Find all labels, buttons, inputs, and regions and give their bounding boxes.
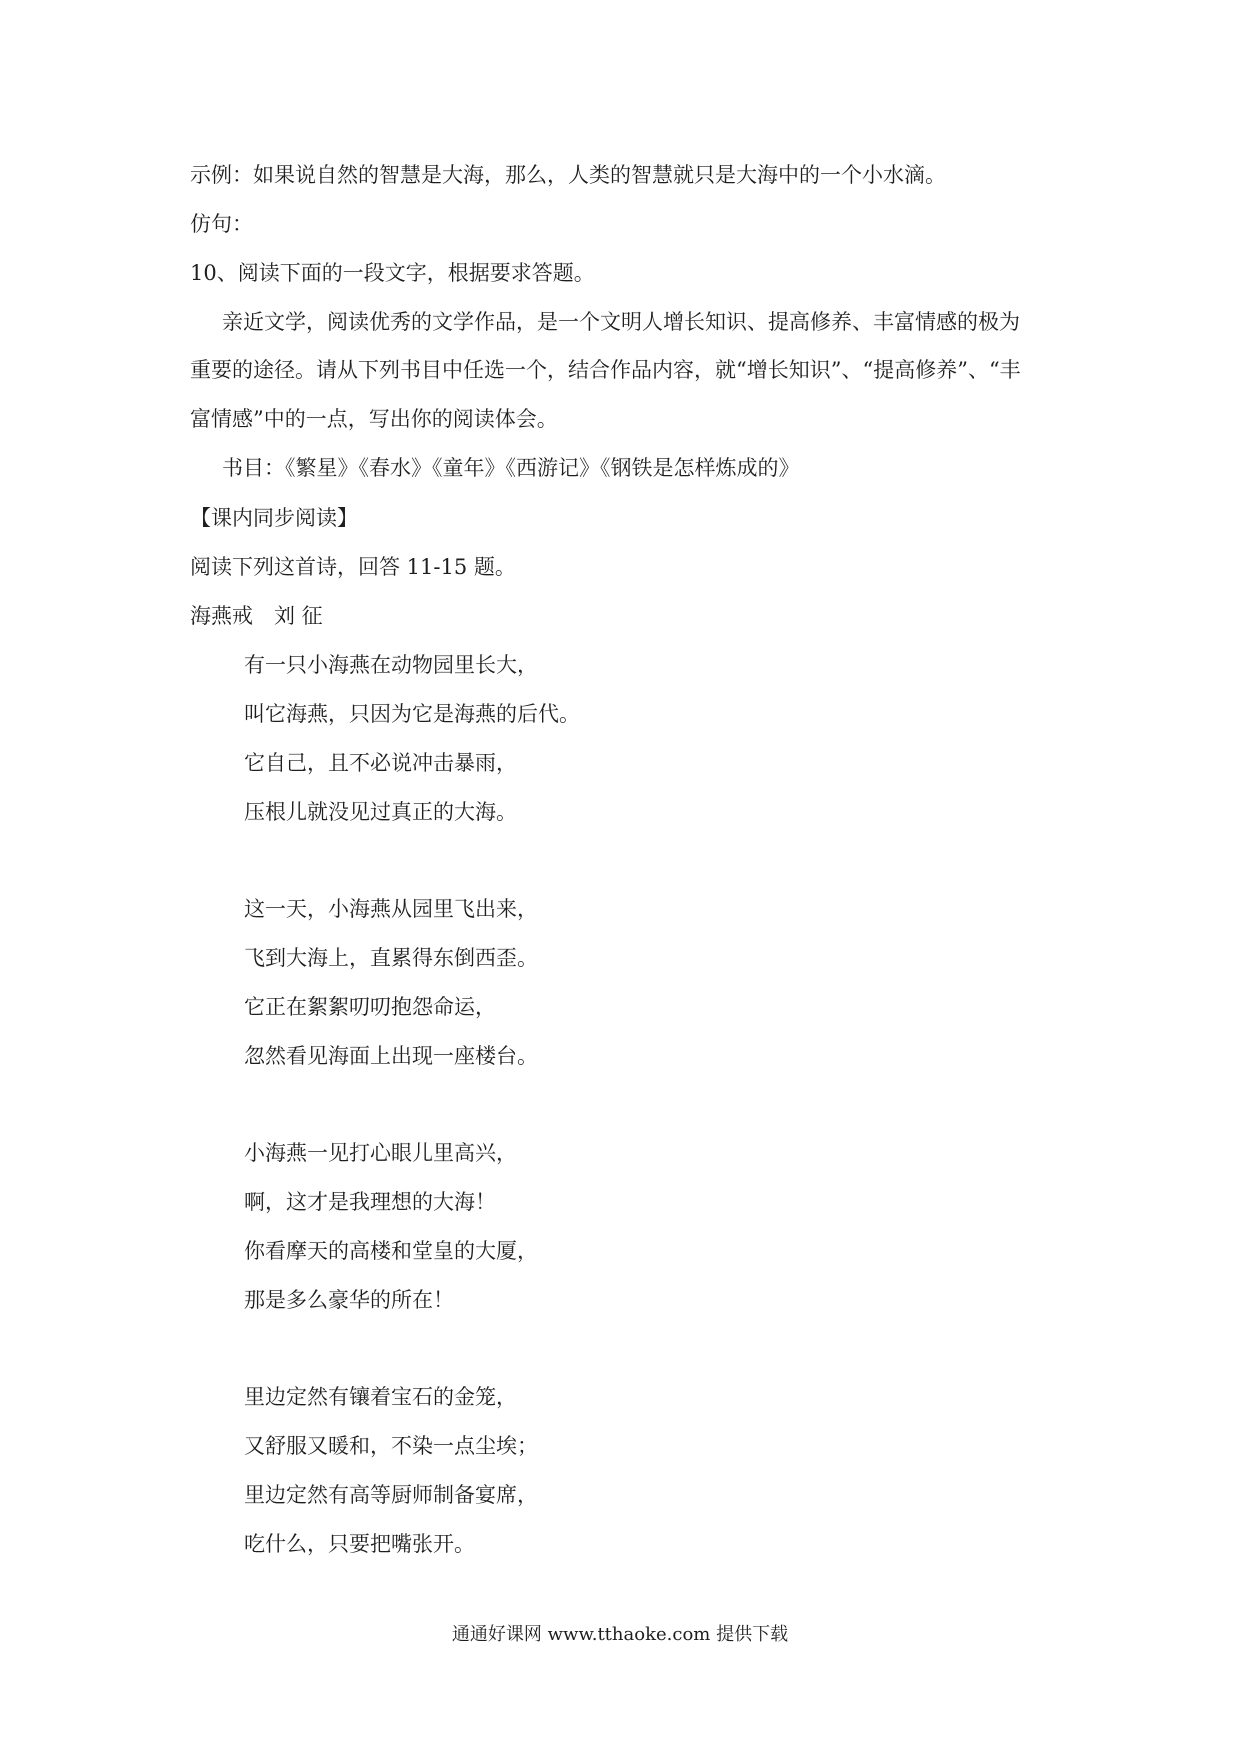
poem-line: 飞到大海上，直累得东倒西歪。 [244, 946, 538, 970]
poem-line: 这一天，小海燕从园里飞出来， [244, 897, 538, 921]
poem-line: 又舒服又暖和，不染一点尘埃； [244, 1434, 538, 1458]
poem-line: 叫它海燕，只因为它是海燕的后代。 [244, 702, 580, 726]
poem-title: 海燕戒 刘 征 [190, 604, 323, 628]
poem-line: 压根儿就没见过真正的大海。 [244, 800, 517, 824]
booklist: 书目：《繁星》《春水》《童年》《西游记》《钢铁是怎样炼成的》 [222, 456, 800, 480]
poem-line: 忽然看见海面上出现一座楼台。 [244, 1044, 538, 1068]
question-10-paragraph-line: 重要的途径。请从下列书目中任选一个，结合作品内容，就“增长知识”、“提高修养”、“丰 [190, 358, 1021, 382]
poem-line: 有一只小海燕在动物园里长大， [244, 653, 538, 677]
poem-line: 小海燕一见打心眼儿里高兴， [244, 1141, 517, 1165]
question-10-prompt: 10、阅读下面的一段文字，根据要求答题。 [190, 261, 595, 285]
reading-instruction: 阅读下列这首诗，回答 11-15 题。 [190, 555, 516, 579]
example-sentence: 示例：如果说自然的智慧是大海，那么，人类的智慧就只是大海中的一个小水滴。 [190, 163, 946, 187]
poem-line: 它正在絮絮叨叨抱怨命运， [244, 995, 496, 1019]
page-footer: 通通好课网 www.tthaoke.com 提供下载 [451, 1624, 789, 1645]
poem-line: 里边定然有镶着宝石的金笼， [244, 1385, 517, 1409]
poem-line: 啊，这才是我理想的大海！ [244, 1190, 496, 1214]
section-header: 【课内同步阅读】 [190, 506, 358, 530]
imitation-label: 仿句： [190, 212, 253, 236]
poem-line: 它自己，且不必说冲击暴雨， [244, 751, 517, 775]
poem-line: 吃什么，只要把嘴张开。 [244, 1532, 475, 1556]
question-10-paragraph-line: 亲近文学，阅读优秀的文学作品，是一个文明人增长知识、提高修养、丰富情感的极为 [222, 310, 1020, 334]
poem-line: 里边定然有高等厨师制备宴席， [244, 1483, 538, 1507]
question-10-paragraph-line: 富情感”中的一点，写出你的阅读体会。 [190, 407, 558, 431]
poem-line: 你看摩天的高楼和堂皇的大厦， [244, 1239, 538, 1263]
poem-line: 那是多么豪华的所在！ [244, 1288, 454, 1312]
